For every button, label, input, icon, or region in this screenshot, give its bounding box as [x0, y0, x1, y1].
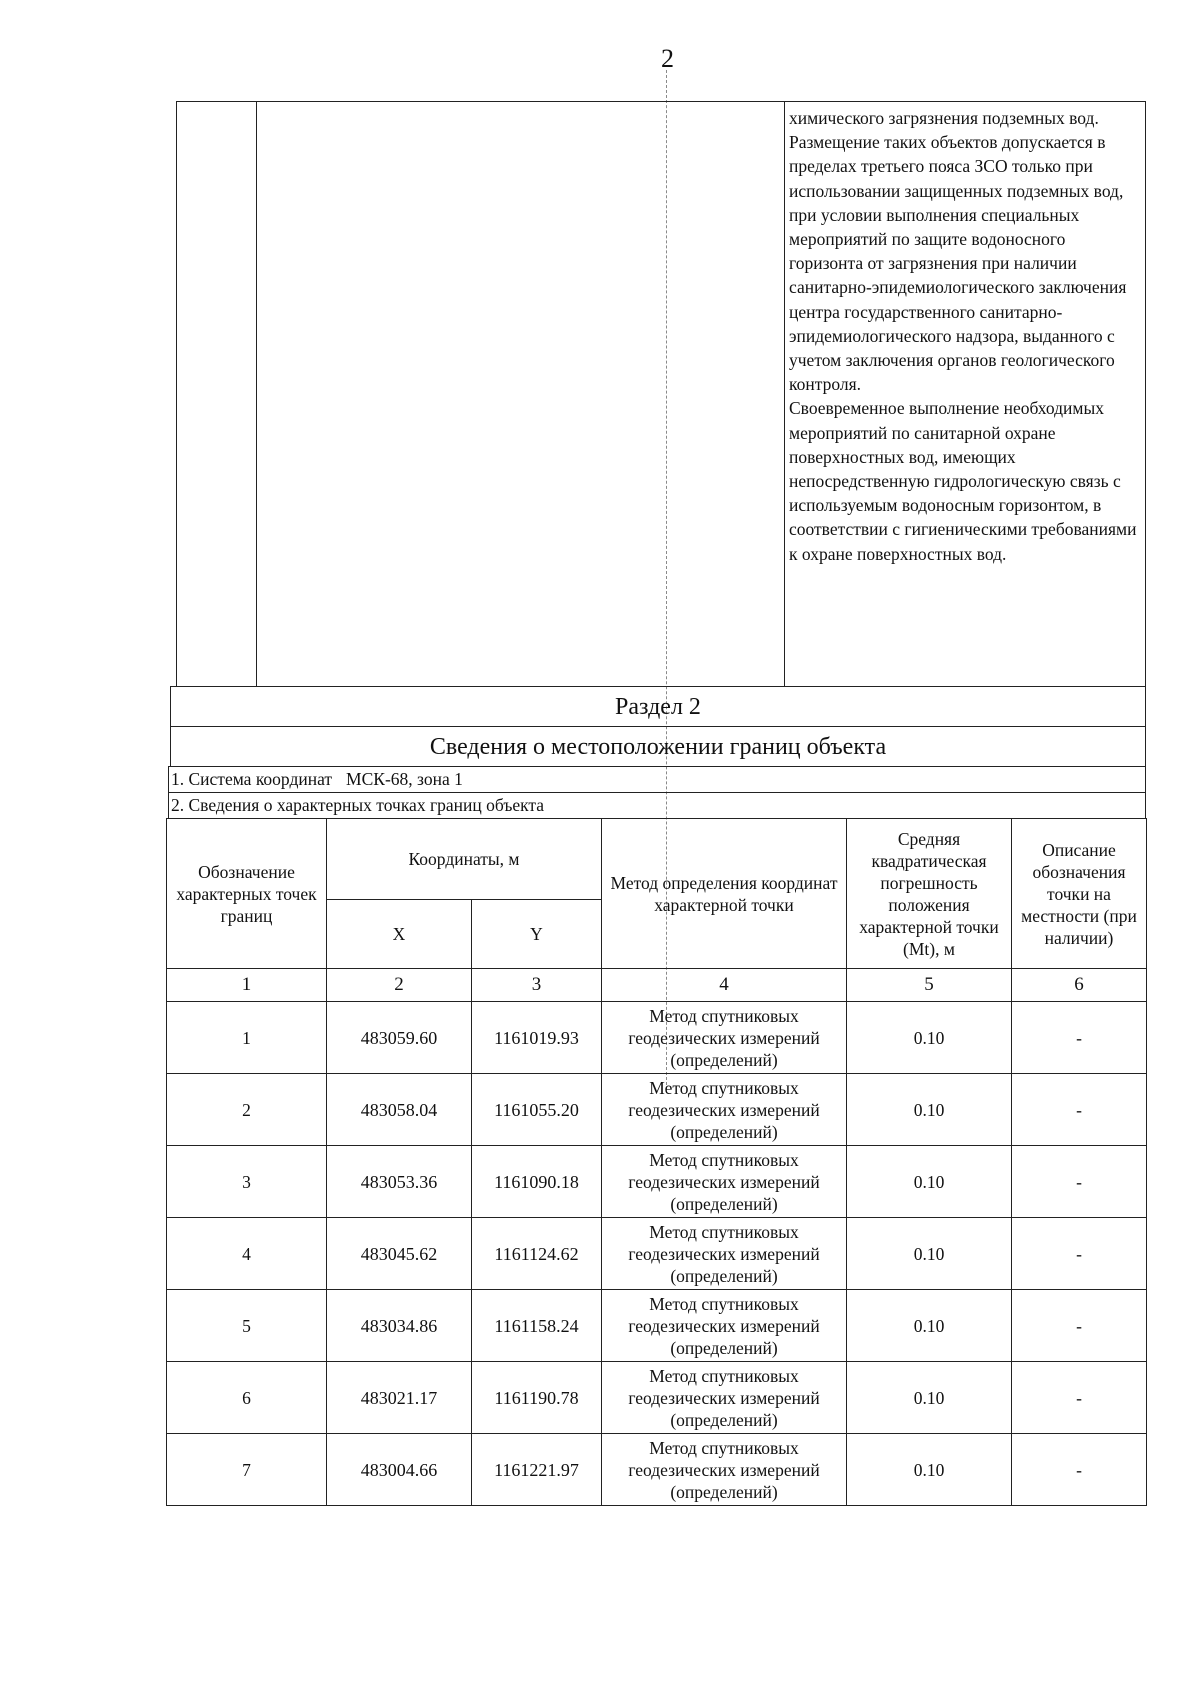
header-designation: Обозначение характерных точек границ: [167, 819, 327, 969]
continuation-text-cell: [784, 102, 1145, 687]
point-id: 5: [167, 1290, 327, 1362]
point-x: 483034.86: [327, 1290, 472, 1362]
point-description: -: [1012, 1362, 1147, 1434]
header-error: Средняя квадратическая погрешность положения характерной точки (Mt), м: [847, 819, 1012, 969]
point-y: 1161158.24: [472, 1290, 602, 1362]
point-x: 483021.17: [327, 1362, 472, 1434]
point-description: -: [1012, 1074, 1147, 1146]
table-row: [167, 1290, 1147, 1362]
coord-system-value: МСК-68, зона 1: [346, 769, 463, 789]
point-description: -: [1012, 1434, 1147, 1506]
header-coords: Координаты, м: [327, 819, 602, 900]
column-number: 2: [327, 969, 472, 1002]
column-number: 3: [472, 969, 602, 1002]
point-method: Метод спутниковых геодезических измерений (определений): [602, 1074, 847, 1146]
point-x: 483004.66: [327, 1434, 472, 1506]
point-description: -: [1012, 1002, 1147, 1074]
point-x: 483059.60: [327, 1002, 472, 1074]
point-error: 0.10: [847, 1146, 1012, 1218]
coord-system-label: 1. Система координат: [171, 769, 333, 789]
point-error: 0.10: [847, 1362, 1012, 1434]
table-row: [167, 1434, 1147, 1506]
point-id: 4: [167, 1218, 327, 1290]
point-description: -: [1012, 1218, 1147, 1290]
point-y: 1161190.78: [472, 1362, 602, 1434]
point-x: 483058.04: [327, 1074, 472, 1146]
point-error: 0.10: [847, 1218, 1012, 1290]
point-y: 1161124.62: [472, 1218, 602, 1290]
continuation-paragraph: химического загрязнения подземных вод.: [789, 108, 1099, 128]
column-number: 1: [167, 969, 327, 1002]
header-x: X: [327, 900, 472, 969]
point-x: 483045.62: [327, 1218, 472, 1290]
table-row: [167, 1362, 1147, 1434]
continuation-table: [176, 101, 1146, 687]
point-y: 1161090.18: [472, 1146, 602, 1218]
continuation-paragraph: Своевременное выполнение необходимых мероприятий по санитарной охране поверхностных вод, имеющих непосредственную гидрологическую связь с используемым водоносным горизонтом, в соответствии с гигиеническими требованиями к охране поверхностных вод.: [789, 398, 1137, 564]
point-method: Метод спутниковых геодезических измерений (определений): [602, 1218, 847, 1290]
header-description: Описание обозначения точки на местности (при наличии): [1012, 819, 1147, 969]
continuation-col-empty: [177, 102, 257, 687]
point-method: Метод спутниковых геодезических измерений (определений): [602, 1146, 847, 1218]
point-id: 1: [167, 1002, 327, 1074]
point-id: 7: [167, 1434, 327, 1506]
column-number: 4: [602, 969, 847, 1002]
column-number: 5: [847, 969, 1012, 1002]
table-row: [167, 1074, 1147, 1146]
page-number: 2: [661, 44, 674, 73]
point-error: 0.10: [847, 1074, 1012, 1146]
point-method: Метод спутниковых геодезических измерений (определений): [602, 1362, 847, 1434]
table-row: [167, 1002, 1147, 1074]
point-method: Метод спутниковых геодезических измерений (определений): [602, 1002, 847, 1074]
header-method: Метод определения координат характерной точки: [602, 819, 847, 969]
point-error: 0.10: [847, 1434, 1012, 1506]
point-id: 3: [167, 1146, 327, 1218]
point-method: Метод спутниковых геодезических измерений (определений): [602, 1434, 847, 1506]
point-id: 2: [167, 1074, 327, 1146]
point-error: 0.10: [847, 1002, 1012, 1074]
point-y: 1161221.97: [472, 1434, 602, 1506]
points-label: 2. Сведения о характерных точках границ объекта: [168, 792, 1146, 818]
point-y: 1161055.20: [472, 1074, 602, 1146]
section-title: Сведения о местоположении границ объекта: [170, 726, 1146, 766]
header-y: Y: [472, 900, 602, 969]
point-id: 6: [167, 1362, 327, 1434]
table-row: [167, 1218, 1147, 1290]
table-row: [167, 1146, 1147, 1218]
point-x: 483053.36: [327, 1146, 472, 1218]
coord-system-line: [168, 766, 1146, 792]
point-description: -: [1012, 1146, 1147, 1218]
column-number: 6: [1012, 969, 1147, 1002]
point-y: 1161019.93: [472, 1002, 602, 1074]
continuation-paragraph: Размещение таких объектов допускается в пределах третьего пояса ЗСО только при использовании защищенных подземных вод, при условии выполнения специальных мероприятий по защите водоносного горизонта от загрязнения при наличии санитарно-эпидемиологического заключения центра государственного санитарно-эпидемиологического надзора, выданного с учетом заключения органов геологического контроля.: [789, 132, 1127, 395]
point-method: Метод спутниковых геодезических измерений (определений): [602, 1290, 847, 1362]
section-heading: Раздел 2: [170, 686, 1146, 726]
point-error: 0.10: [847, 1290, 1012, 1362]
point-description: -: [1012, 1290, 1147, 1362]
boundary-points-table: [166, 818, 1147, 1506]
